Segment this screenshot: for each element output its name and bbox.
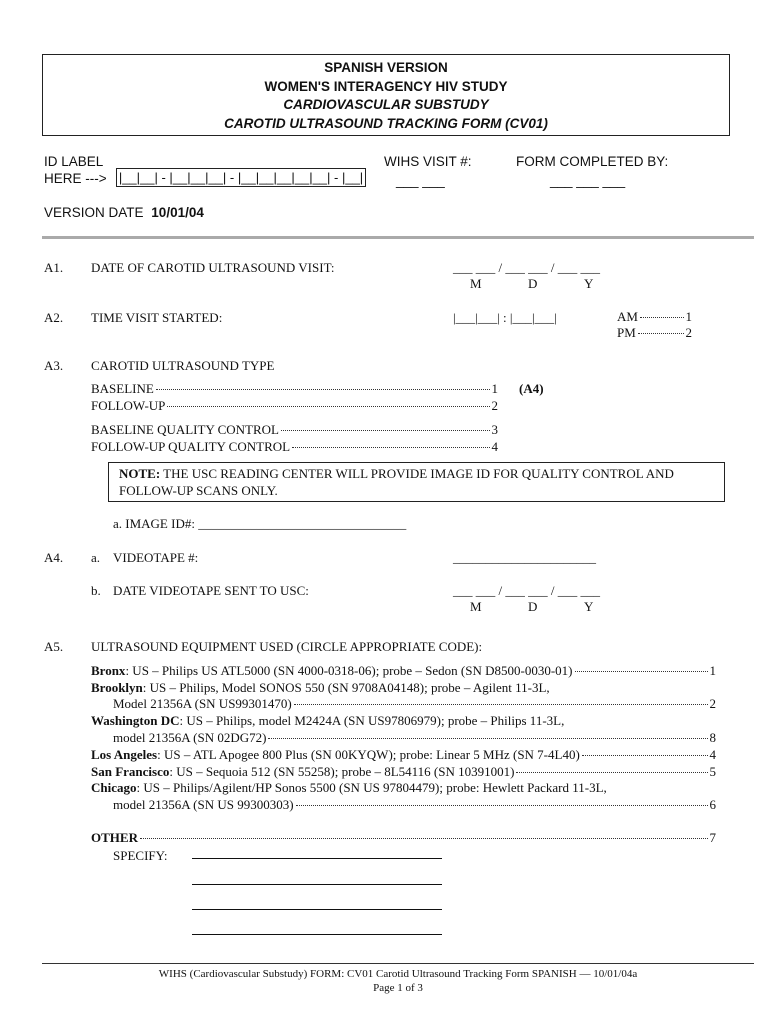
a5-option-brooklyn-line1 (91, 680, 550, 696)
site-equipment: : US – Philips, Model SONOS 550 (SN 9708A04148); probe – Agilent 11-3L, (142, 680, 550, 695)
a5-option-chicago[interactable] (113, 797, 716, 813)
a5-label: ULTRASOUND EQUIPMENT USED (CIRCLE APPROPRIATE CODE): (91, 639, 483, 654)
a2-pm-label: PM (617, 325, 636, 340)
version-date-value: 10/01/04 (151, 205, 204, 220)
a2-number: A2. (44, 310, 64, 325)
site-code: 5 (709, 764, 716, 779)
a4a-letter: a. (91, 550, 101, 565)
title-form-name: CAROTID ULTRASOUND TRACKING FORM (CV01) (224, 115, 548, 131)
note-text-line1: THE USC READING CENTER WILL PROVIDE IMAGE ID FOR QUALITY CONTROL AND (160, 466, 674, 481)
a2-pm-option[interactable] (617, 325, 692, 341)
a3-image-id-field[interactable]: a. IMAGE ID#: ________________________________ (113, 516, 407, 531)
a5-option-washington-line1 (91, 713, 564, 729)
a1-month-label: M (470, 276, 482, 291)
site-code: 4 (709, 747, 716, 762)
title-spanish-version: SPANISH VERSION (324, 60, 448, 75)
a3-option-label: FOLLOW-UP QUALITY CONTROL (91, 439, 291, 454)
a2-label: TIME VISIT STARTED: (91, 310, 223, 325)
a3-option-baseline-qc[interactable] (91, 422, 498, 438)
a3-option-follow-up-qc[interactable] (91, 439, 498, 455)
id-label-field[interactable]: |__|__| - |__|__|__| - |__|__|__|__|__| - |__| (116, 168, 366, 187)
form-completed-label: FORM COMPLETED BY: (516, 154, 669, 169)
a3-option-baseline[interactable] (91, 381, 498, 397)
a3-option-follow-up[interactable] (91, 398, 498, 414)
footer-page-number: Page 1 of 3 (373, 982, 423, 994)
a4-number: A4. (44, 550, 64, 565)
site-name: Chicago (91, 780, 137, 795)
site-code: 2 (709, 696, 716, 711)
note-label: NOTE: (119, 466, 161, 481)
footer-form-info: WIHS (Cardiovascular Substudy) FORM: CV01 Carotid Ultrasound Tracking Form SPANISH — 10/01/04a (158, 968, 638, 980)
other-code: 7 (709, 830, 716, 845)
a1-date-field[interactable]: ___ ___ / ___ ___ / ___ ___ (453, 260, 600, 275)
a2-am-label: AM (617, 309, 638, 324)
a5-specify-line-1[interactable] (192, 846, 442, 863)
a5-option-san-francisco[interactable] (91, 764, 716, 780)
version-date-label: VERSION DATE (44, 205, 144, 220)
a4b-letter: b. (91, 583, 101, 598)
a3-option-code: 1 (491, 381, 498, 396)
site-equipment-cont: model 21356A (SN 02DG72) (113, 730, 267, 745)
a4b-month-label: M (470, 599, 482, 614)
site-name: Brooklyn (91, 680, 143, 695)
form-title-box (42, 54, 730, 136)
site-equipment-cont: model 21356A (SN US 99300303) (113, 797, 294, 812)
a1-label: DATE OF CAROTID ULTRASOUND VISIT: (91, 260, 335, 275)
a4b-date-field[interactable]: ___ ___ / ___ ___ / ___ ___ (453, 583, 600, 598)
a5-specify-line-3[interactable] (192, 897, 442, 914)
a3-skip-instruction: (A4) (519, 381, 544, 396)
site-equipment: : US – Philips/Agilent/HP Sonos 5500 (SN US 97804479); probe: Hewlett Packard 11-3L, (136, 780, 607, 795)
site-code: 1 (709, 663, 716, 678)
site-equipment: : US – Philips, model M2424A (SN US97806979); probe – Philips 11-3L, (179, 713, 565, 728)
a5-option-bronx[interactable] (91, 663, 716, 679)
wihs-visit-label: WIHS VISIT #: (384, 154, 472, 169)
site-code: 8 (709, 730, 716, 745)
site-name: Bronx (91, 663, 126, 678)
a5-option-chicago-line1 (91, 780, 607, 796)
a5-option-washington-dc[interactable] (113, 730, 716, 746)
a2-time-field[interactable]: |___|___| : |___|___| (453, 310, 557, 325)
note-text-line2: FOLLOW-UP SCANS ONLY. (119, 482, 278, 498)
a5-specify-line-4[interactable] (192, 922, 442, 939)
site-equipment: : US – Sequoia 512 (SN 55258); probe – 8L54116 (SN 10391001) (169, 764, 515, 779)
a5-specify-line-2[interactable] (192, 872, 442, 889)
a1-year-label: Y (584, 276, 594, 291)
a4b-year-label: Y (584, 599, 594, 614)
a4a-videotape-field[interactable]: ______________________ (453, 550, 596, 565)
site-name: Los Angeles (91, 747, 158, 762)
a2-pm-code: 2 (685, 325, 692, 340)
site-text (91, 764, 514, 780)
site-name: Washington DC (91, 713, 180, 728)
a5-option-brooklyn[interactable] (113, 696, 716, 712)
a4b-label: DATE VIDEOTAPE SENT TO USC: (113, 583, 309, 598)
a1-number: A1. (44, 260, 64, 275)
site-name: San Francisco (91, 764, 170, 779)
a5-specify-label: SPECIFY: (113, 848, 168, 863)
other-label: OTHER (91, 830, 138, 845)
a3-note-box (108, 462, 725, 502)
a2-am-code: 1 (685, 309, 692, 324)
a5-option-other[interactable] (91, 830, 716, 846)
version-date (44, 205, 204, 221)
footer-divider (42, 963, 754, 964)
a3-option-label: BASELINE (91, 381, 154, 396)
site-code: 6 (709, 797, 716, 812)
wihs-visit-field[interactable]: ___ ___ (396, 173, 445, 188)
a3-option-code: 3 (491, 422, 498, 437)
a3-option-code: 2 (491, 398, 498, 413)
title-substudy: CARDIOVASCULAR SUBSTUDY (283, 97, 489, 112)
a2-am-option[interactable] (617, 309, 692, 325)
a4a-label: VIDEOTAPE #: (113, 550, 199, 565)
section-divider (42, 236, 754, 239)
a3-option-label: BASELINE QUALITY CONTROL (91, 422, 279, 437)
a3-number: A3. (44, 358, 64, 373)
a5-number: A5. (44, 639, 64, 654)
site-equipment: : US – Philips US ATL5000 (SN 4000-0318-06); probe – Sedon (SN D8500-0030-01) (125, 663, 573, 678)
a3-option-label: FOLLOW-UP (91, 398, 166, 413)
site-equipment: : US – ATL Apogee 800 Plus (SN 00KYQW); probe: Linear 5 MHz (SN 7-4L40) (157, 747, 580, 762)
site-equipment-cont: Model 21356A (SN US99301470) (113, 696, 292, 711)
site-text (91, 663, 573, 679)
a3-label: CAROTID ULTRASOUND TYPE (91, 358, 275, 373)
a1-day-label: D (528, 276, 538, 291)
a4b-day-label: D (528, 599, 538, 614)
a5-option-los-angeles[interactable] (91, 747, 716, 763)
title-study-name: WOMEN'S INTERAGENCY HIV STUDY (264, 78, 508, 94)
site-text (91, 747, 580, 763)
id-label-text: ID LABEL (44, 154, 104, 169)
form-completed-field[interactable]: ___ ___ ___ (550, 173, 626, 188)
id-label-arrow: HERE ---> (44, 171, 107, 186)
a3-option-code: 4 (491, 439, 498, 454)
